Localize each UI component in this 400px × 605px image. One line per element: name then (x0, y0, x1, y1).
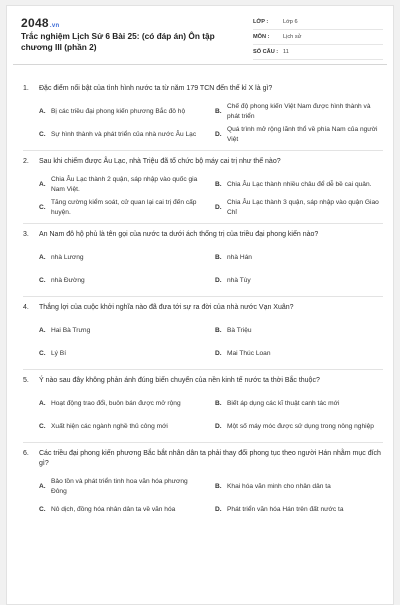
question-number: 2. (23, 158, 29, 165)
option-text: Chia Âu Lạc thành 3 quận, sáp nhập vào quận Giao Chỉ (227, 199, 379, 216)
option-letter: A. (39, 107, 46, 115)
option-letter: A. (39, 326, 46, 334)
option-text: Một số máy móc được sử dụng trong nông nghiệp (227, 422, 374, 430)
meta-label: MÔN : (253, 34, 270, 40)
option-text: nhà Hán (227, 253, 252, 261)
option-text: nhà Đường (51, 276, 85, 284)
option-a[interactable] (39, 475, 207, 498)
option-text: Hai Bà Trưng (51, 326, 91, 334)
meta-label: SỐ CÂU : (253, 49, 279, 55)
question-divider (23, 223, 383, 224)
option-text: Hoạt động trao đổi, buôn bán được mở rộng (51, 399, 181, 407)
option-b[interactable] (215, 173, 383, 196)
question-list (23, 84, 383, 521)
option-grid (23, 246, 383, 292)
meta-row-class (253, 15, 383, 30)
option-text: Bảo tồn và phát triển tinh hoa văn hóa phương Đông (51, 478, 188, 495)
option-letter: C. (39, 422, 46, 430)
option-text: nhà Tùy (227, 276, 251, 284)
option-letter: A. (39, 399, 46, 407)
option-text: Bị các triều đại phong kiến phương Bắc đô hộ (51, 107, 186, 115)
question-number: 4. (23, 304, 29, 311)
option-a[interactable] (39, 319, 207, 342)
option-c[interactable] (39, 123, 207, 146)
option-text: Quá trình mở rộng lãnh thổ về phía Nam của người Việt (227, 126, 378, 143)
question-number: 6. (23, 450, 29, 457)
question-number: 1. (23, 85, 29, 92)
question-text: Ý nào sau đây không phản ánh đúng biến chuyển của nền kinh tế nước ta thời Bắc thuộc? (39, 377, 320, 384)
meta-row-count (253, 45, 383, 60)
option-letter: D. (215, 203, 222, 211)
option-letter: B. (215, 482, 222, 490)
option-c[interactable] (39, 498, 207, 521)
meta-value: Lớp 6 (283, 19, 298, 25)
option-d[interactable] (215, 342, 383, 365)
option-text: nhà Lương (51, 253, 84, 261)
question-text: Đặc điểm nổi bật của tình hình nước ta từ năm 179 TCN đến thế kỉ X là gì? (39, 85, 273, 92)
option-grid (23, 475, 383, 521)
option-b[interactable] (215, 392, 383, 415)
option-a[interactable] (39, 173, 207, 196)
option-c[interactable] (39, 415, 207, 438)
option-text: Chế độ phong kiến Việt Nam được hình thành và phát triển (227, 103, 371, 120)
option-grid (23, 100, 383, 146)
question-2 (23, 157, 383, 219)
meta-row-subject (253, 30, 383, 45)
option-b[interactable] (215, 100, 383, 123)
option-text: Khai hóa văn minh cho nhân dân ta (227, 482, 331, 490)
option-d[interactable] (215, 269, 383, 292)
option-letter: B. (215, 326, 222, 334)
option-d[interactable] (215, 498, 383, 521)
option-b[interactable] (215, 475, 383, 498)
option-a[interactable] (39, 392, 207, 415)
option-letter: D. (215, 349, 222, 357)
option-grid (23, 319, 383, 365)
option-d[interactable] (215, 196, 383, 219)
option-letter: C. (39, 505, 46, 513)
option-grid (23, 392, 383, 438)
option-letter: D. (215, 505, 222, 513)
option-text: Sự hình thành và phát triển của nhà nước Âu Lạc (51, 130, 197, 138)
site-logo[interactable] (21, 16, 59, 30)
option-grid (23, 173, 383, 219)
question-number: 5. (23, 377, 29, 384)
quiz-meta-table (253, 15, 383, 60)
option-letter: C. (39, 130, 46, 138)
option-c[interactable] (39, 269, 207, 292)
logo-suffix: .vn (49, 23, 60, 29)
option-b[interactable] (215, 319, 383, 342)
option-d[interactable] (215, 123, 383, 146)
option-text: Phát triển văn hóa Hán trên đất nước ta (227, 505, 344, 513)
option-letter: B. (215, 107, 222, 115)
option-letter: A. (39, 253, 46, 261)
question-divider (23, 369, 383, 370)
option-letter: C. (39, 349, 46, 357)
option-a[interactable] (39, 246, 207, 269)
question-divider (23, 442, 383, 443)
option-text: Xuất hiện các ngành nghề thủ công mới (51, 422, 168, 430)
question-text: Thắng lợi của cuộc khởi nghĩa nào đã đưa tới sự ra đời của nhà nước Vạn Xuân? (39, 304, 294, 311)
option-letter: B. (215, 253, 222, 261)
option-text: Bà Triệu (227, 326, 252, 334)
question-4 (23, 303, 383, 365)
option-letter: C. (39, 203, 46, 211)
quiz-header (7, 6, 393, 60)
option-text: Nô dịch, đồng hóa nhân dân ta về văn hóa (51, 505, 176, 513)
option-c[interactable] (39, 196, 207, 219)
option-letter: B. (215, 180, 222, 188)
option-letter: D. (215, 130, 222, 138)
option-text: Biết áp dụng các kĩ thuật canh tác mới (227, 399, 340, 407)
option-letter: B. (215, 399, 222, 407)
meta-label: LỚP : (253, 19, 269, 25)
option-text: Chia Âu Lạc thành nhiều châu để dễ bề cai quản. (227, 180, 372, 188)
option-d[interactable] (215, 415, 383, 438)
meta-value: Lịch sử (283, 34, 302, 40)
option-text: Lý Bí (51, 349, 67, 357)
question-text: An Nam đô hộ phủ là tên gọi của nước ta dưới ách thống trị của triều đại phong kiến nào? (39, 231, 319, 238)
option-b[interactable] (215, 246, 383, 269)
option-letter: D. (215, 276, 222, 284)
quiz-title: Trắc nghiệm Lịch Sử 6 Bài 25: (có đáp án) Ôn tập chương III (phần 2) (21, 31, 215, 52)
option-c[interactable] (39, 342, 207, 365)
logo-text: 2048 (21, 16, 49, 30)
question-divider (23, 150, 383, 151)
meta-value: 11 (283, 49, 289, 55)
question-text: Sau khi chiếm được Âu Lạc, nhà Triệu đã tổ chức bộ máy cai trị như thế nào? (39, 158, 281, 165)
question-number: 3. (23, 231, 29, 238)
question-5 (23, 376, 383, 438)
question-divider (23, 296, 383, 297)
question-6 (23, 449, 383, 521)
question-text: Các triều đại phong kiến phương Bắc bắt nhân dân ta phải thay đổi phong tục theo người Hán nhằm mục đích gì? (39, 450, 381, 467)
option-letter: A. (39, 180, 46, 188)
option-text: Chia Âu Lạc thành 2 quận, sáp nhập vào quốc gia Nam Việt. (51, 176, 198, 193)
option-a[interactable] (39, 100, 207, 123)
option-letter: D. (215, 422, 222, 430)
option-text: Mai Thúc Loan (227, 349, 271, 357)
quiz-page (6, 5, 394, 605)
question-3 (23, 230, 383, 292)
option-letter: A. (39, 482, 46, 490)
question-1 (23, 84, 383, 146)
option-letter: C. (39, 276, 46, 284)
option-text: Tăng cường kiểm soát, cử quan lại cai trị đến cấp huyện. (51, 199, 197, 216)
header-divider (13, 64, 387, 65)
